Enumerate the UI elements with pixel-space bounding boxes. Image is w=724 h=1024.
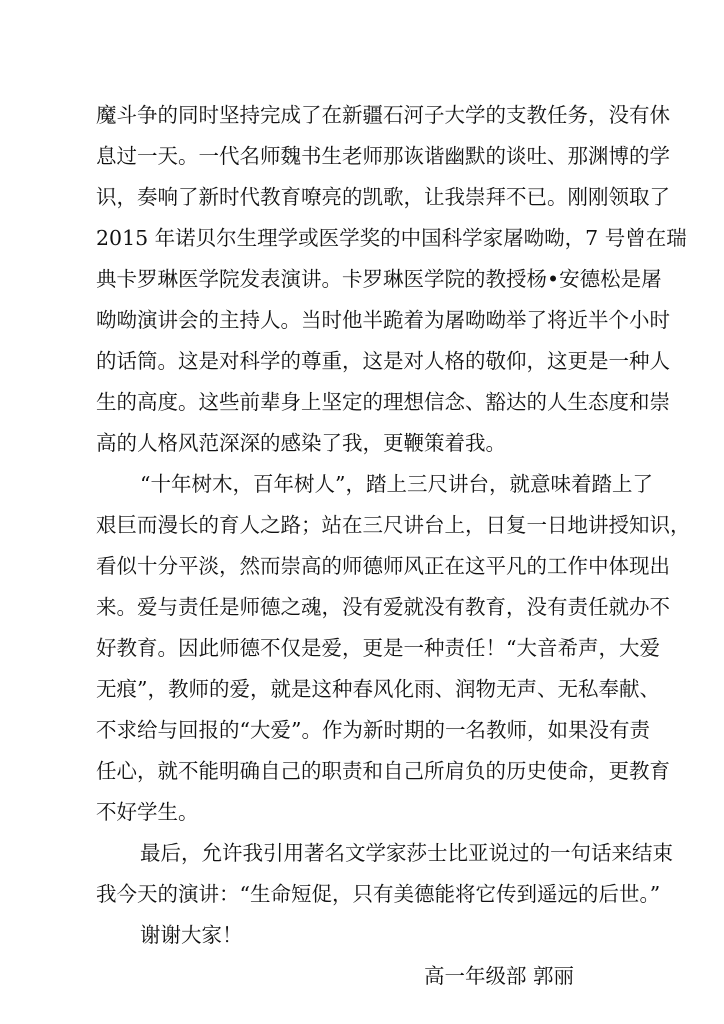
paragraph-line: 典卡罗琳医学院发表演讲。卡罗琳医学院的教授杨•安德松是屠 <box>96 267 662 291</box>
paragraph-line: 的话筒。这是对科学的尊重，这是对人格的敬仰，这更是一种人 <box>96 349 670 373</box>
paragraph-line: 任心，就不能明确自己的职责和自己所肩负的历史使命，更教育 <box>96 759 670 783</box>
paragraph-line: 2015 年诺贝尔生理学或医学奖的中国科学家屠呦呦，7 号曾在瑞 <box>96 226 687 250</box>
paragraph-line: 最后，允许我引用著名文学家莎士比亚说过的一句话来结束 <box>140 841 673 865</box>
paragraph-line: 息过一天。一代名师魏书生老师那诙谐幽默的谈吐、那渊博的学 <box>96 144 670 168</box>
paragraph-line: “十年树木，百年树人”，踏上三尺讲台，就意味着踏上了 <box>140 472 653 496</box>
paragraph-line: 魔斗争的同时坚持完成了在新疆石河子大学的支教任务，没有休 <box>96 103 670 127</box>
paragraph-line: 看似十分平淡，然而崇高的师德师风正在这平凡的工作中体现出 <box>96 554 670 578</box>
closing-thanks: 谢谢大家！ <box>140 923 243 947</box>
paragraph-line: 艰巨而漫长的育人之路；站在三尺讲台上，日复一日地讲授知识， <box>96 513 691 537</box>
paragraph-line: 不好学生。 <box>96 800 199 824</box>
paragraph-line: 呦呦演讲会的主持人。当时他半跪着为屠呦呦举了将近半个小时 <box>96 308 670 332</box>
paragraph-line: 不求给与回报的“大爱”。作为新时期的一名教师，如果没有责 <box>96 718 650 742</box>
paragraph-line: 我今天的演讲：“生命短促，只有美德能将它传到遥远的后世。” <box>96 882 661 906</box>
paragraph-line: 生的高度。这些前辈身上坚定的理想信念、豁达的人生态度和崇 <box>96 390 670 414</box>
paragraph-line: 来。爱与责任是师德之魂，没有爱就没有教育，没有责任就办不 <box>96 595 670 619</box>
signature: 高一年级部 郭丽 <box>424 964 575 988</box>
paragraph-line: 识，奏响了新时代教育嘹亮的凯歌，让我崇拜不已。刚刚领取了 <box>96 185 670 209</box>
paragraph-line: 好教育。因此师德不仅是爱，更是一种责任！“大音希声，大爱 <box>96 636 660 660</box>
paragraph-line: 高的人格风范深深的感染了我，更鞭策着我。 <box>96 431 506 455</box>
paragraph-line: 无痕”，教师的爱，就是这种春风化雨、润物无声、无私奉献、 <box>96 677 660 701</box>
